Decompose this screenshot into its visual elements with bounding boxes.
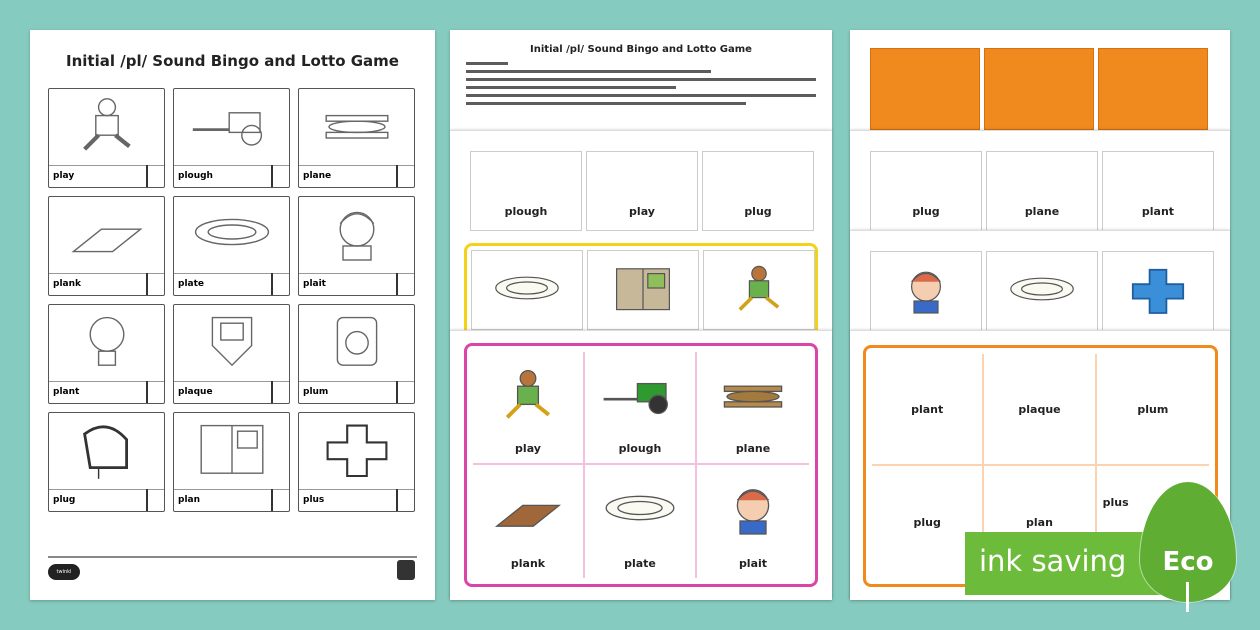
plan-illustration xyxy=(607,264,679,317)
eco-label: Eco xyxy=(1162,547,1214,577)
picture-card xyxy=(471,250,583,330)
plait-illustration xyxy=(315,204,399,266)
plate-illustration xyxy=(601,482,679,539)
card-backs xyxy=(870,48,1208,130)
board-cell xyxy=(585,465,697,578)
card-word: plant xyxy=(49,381,164,403)
cell-word: plait xyxy=(738,557,768,570)
card-back xyxy=(870,48,980,130)
pink-lotto-board xyxy=(464,343,818,587)
tick-box[interactable] xyxy=(146,489,164,511)
lotto-game-page xyxy=(450,30,832,600)
publisher-icon xyxy=(397,560,415,580)
card-word: plaque xyxy=(174,381,289,403)
plus-illustration xyxy=(1122,265,1194,318)
tick-box[interactable] xyxy=(146,273,164,295)
board-cell xyxy=(697,352,809,465)
bingo-card xyxy=(48,196,165,296)
board-cell xyxy=(473,352,585,465)
ink-saving-label: ink saving xyxy=(979,544,1127,578)
word-card: play xyxy=(586,151,698,231)
instructions-text xyxy=(466,62,816,110)
bingo-card xyxy=(298,304,415,404)
word-card: plug xyxy=(870,151,982,231)
picture-card xyxy=(986,251,1098,331)
card-word: plait xyxy=(299,273,414,295)
cell-word: plank xyxy=(510,557,546,570)
picture-card xyxy=(587,250,699,330)
bingo-card-grid xyxy=(48,88,415,512)
cell-word: plan xyxy=(1026,515,1053,529)
card-word: plan xyxy=(174,489,289,511)
board-cell xyxy=(872,354,984,466)
card-word: play xyxy=(49,165,164,187)
bingo-card xyxy=(173,196,290,296)
cell-word: plum xyxy=(1137,402,1169,416)
bingo-card xyxy=(298,196,415,296)
card-word: plate xyxy=(174,273,289,295)
bingo-card xyxy=(48,88,165,188)
plough-illustration xyxy=(190,96,274,158)
card-back xyxy=(1098,48,1208,130)
board-cell xyxy=(697,465,809,578)
bingo-card xyxy=(173,88,290,188)
plate-illustration xyxy=(1006,265,1078,318)
card-word: plug xyxy=(49,489,164,511)
tick-box[interactable] xyxy=(271,165,289,187)
tick-box[interactable] xyxy=(396,489,414,511)
cell-word: plaque xyxy=(1018,402,1061,416)
cell-word: plug xyxy=(913,515,941,529)
tick-box[interactable] xyxy=(396,273,414,295)
bingo-card xyxy=(173,304,290,404)
cell-word: play xyxy=(515,442,541,455)
tick-box[interactable] xyxy=(396,381,414,403)
page-title: Initial /pl/ Sound Bingo and Lotto Game xyxy=(530,44,752,55)
tick-box[interactable] xyxy=(396,165,414,187)
cell-word: plate xyxy=(624,557,656,570)
play-illustration xyxy=(65,96,149,158)
word-card: plane xyxy=(986,151,1098,231)
play-illustration xyxy=(489,368,567,425)
picture-card xyxy=(1102,251,1214,331)
play-illustration xyxy=(723,264,795,317)
tick-box[interactable] xyxy=(146,381,164,403)
plane-illustration xyxy=(714,368,792,425)
word-card: plough xyxy=(470,151,582,231)
tick-box[interactable] xyxy=(271,381,289,403)
plank-illustration xyxy=(489,482,567,539)
plaque-illustration xyxy=(190,312,274,374)
footer-divider xyxy=(48,556,417,558)
card-word: plane xyxy=(299,165,414,187)
tick-box[interactable] xyxy=(271,273,289,295)
plank-illustration xyxy=(65,204,149,266)
plum-illustration xyxy=(315,312,399,374)
plait-illustration xyxy=(714,482,792,539)
board-cell xyxy=(585,352,697,465)
picture-card xyxy=(870,251,982,331)
bingo-sheet-page xyxy=(30,30,435,600)
bingo-card xyxy=(298,412,415,512)
bingo-card xyxy=(298,88,415,188)
card-word: plank xyxy=(49,273,164,295)
board-cell xyxy=(473,465,585,578)
tick-box[interactable] xyxy=(146,165,164,187)
plane-illustration xyxy=(315,96,399,158)
plant-illustration xyxy=(65,312,149,374)
bingo-card xyxy=(48,412,165,512)
plug-illustration xyxy=(65,420,149,482)
plait-illustration xyxy=(890,265,962,318)
plate-illustration xyxy=(190,204,274,266)
plough-illustration xyxy=(601,368,679,425)
plus-illustration xyxy=(315,420,399,482)
card-word: plough xyxy=(174,165,289,187)
cell-word: plough xyxy=(618,442,662,455)
card-word: plum xyxy=(299,381,414,403)
plan-illustration xyxy=(190,420,274,482)
word-card: plant xyxy=(1102,151,1214,231)
tick-box[interactable] xyxy=(271,489,289,511)
yellow-lotto-board xyxy=(464,243,818,338)
cell-word: plant xyxy=(911,402,944,416)
board-cell xyxy=(1097,354,1209,466)
bingo-card xyxy=(173,412,290,512)
word-card: plug xyxy=(702,151,814,231)
bingo-card xyxy=(48,304,165,404)
twinkl-logo: twinkl xyxy=(48,564,80,580)
picture-card xyxy=(703,250,815,330)
page-title: Initial /pl/ Sound Bingo and Lotto Game xyxy=(66,52,399,70)
plate-illustration xyxy=(491,264,563,317)
board-cell xyxy=(984,354,1096,466)
cell-word: plane xyxy=(735,442,771,455)
cell-word: plus xyxy=(1102,496,1129,509)
card-back xyxy=(984,48,1094,130)
card-word: plus xyxy=(299,489,414,511)
